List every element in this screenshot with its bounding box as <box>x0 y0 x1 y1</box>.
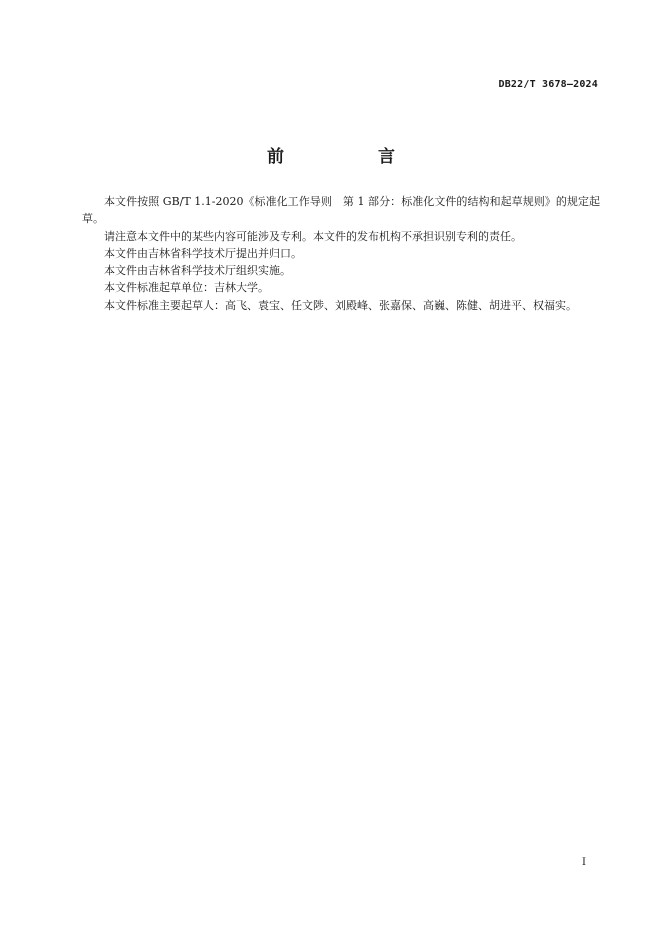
paragraph-proposer: 本文件由吉林省科学技术厅提出并归口。 <box>104 246 302 260</box>
page-number: I <box>582 857 586 868</box>
foreword-body <box>82 193 600 314</box>
paragraph-implementer: 本文件由吉林省科学技术厅组织实施。 <box>104 264 291 278</box>
page-title: 前 言 <box>267 147 415 167</box>
document-code: DB22/T 3678—2024 <box>498 79 598 90</box>
paragraph-drafting-basis: 本文件按照 GB/T 1.1-2020《标准化工作导则 第 1 部分：标准化文件的结构和起草规则》的规定起草。 <box>82 195 600 226</box>
paragraph-drafting-unit: 本文件标准起草单位：吉林大学。 <box>104 281 269 295</box>
paragraph-drafters: 本文件标准主要起草人：高飞、袁宝、任文陟、刘殿峰、张嘉保、高巍、陈健、胡进平、权福实。 <box>104 298 577 312</box>
paragraph-patent-notice: 请注意本文件中的某些内容可能涉及专利。本文件的发布机构不承担识别专利的责任。 <box>104 229 522 243</box>
